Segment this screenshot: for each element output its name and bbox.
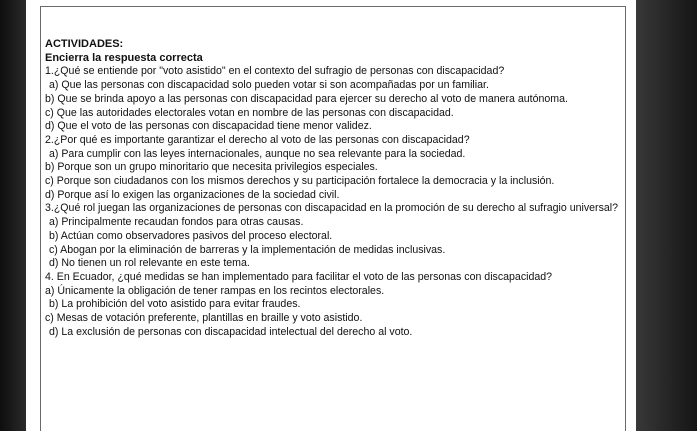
option-c: c) Porque son ciudadanos con los mismos derechos y su participación fortalece la democracia y la inclusión. [45, 175, 555, 188]
option-c: c) Que las autoridades electorales votan en nombre de las personas con discapacidad. [45, 106, 454, 119]
question-2 [45, 134, 623, 203]
option-b: b) La prohibición del voto asistido para evitar fraudes. [49, 298, 301, 311]
question-1 [45, 65, 623, 134]
option-b: b) Actúan como observadores pasivos del proceso electoral. [49, 229, 333, 242]
left-background [0, 0, 26, 431]
activities-title: ACTIVIDADES: [45, 38, 124, 50]
question-text: 1.¿Qué se entiende por "voto asistido" en el contexto del sufragio de personas con discapacidad? [45, 65, 505, 78]
question-3 [45, 202, 623, 271]
right-background [633, 0, 697, 431]
option-d: d) No tienen un rol relevante en este tema. [49, 257, 250, 270]
question-4 [45, 271, 623, 340]
option-c: c) Mesas de votación preferente, plantillas en braille y voto asistido. [45, 312, 363, 325]
instruction-text: Encierra la respuesta correcta [45, 51, 203, 64]
option-a: a) Únicamente la obligación de tener rampas en los recintos electorales. [45, 284, 385, 297]
option-b: b) Porque son un grupo minoritario que necesita privilegios especiales. [45, 161, 378, 174]
question-text: 3.¿Qué rol juegan las organizaciones de personas con discapacidad en la promoción de su derecho al sufragio universal? [45, 202, 619, 215]
option-a: a) Para cumplir con las leyes internacionales, aunque no sea relevante para la sociedad. [49, 147, 466, 160]
option-c: c) Abogan por la eliminación de barreras y la implementación de medidas inclusivas. [49, 243, 446, 256]
option-a: a) Que las personas con discapacidad solo pueden votar si son acompañadas por un familiar. [49, 79, 489, 92]
option-b: b) Que se brinda apoyo a las personas con discapacidad para ejercer su derecho al voto de manera autónoma. [45, 92, 568, 105]
option-d: d) Porque así lo exigen las organizaciones de la sociedad civil. [45, 188, 340, 201]
question-text: 2.¿Por qué es importante garantizar el derecho al voto de las personas con discapacidad? [45, 133, 470, 146]
option-a: a) Principalmente recaudan fondos para otras causas. [49, 216, 304, 229]
worksheet-page [26, 0, 636, 431]
activity-content [45, 38, 623, 339]
option-d: d) Que el voto de las personas con discapacidad tiene menor validez. [45, 120, 372, 133]
question-text: 4. En Ecuador, ¿qué medidas se han implementado para facilitar el voto de las personas con discapacidad? [45, 270, 553, 283]
option-d: d) La exclusión de personas con discapacidad intelectual del derecho al voto. [49, 325, 413, 338]
